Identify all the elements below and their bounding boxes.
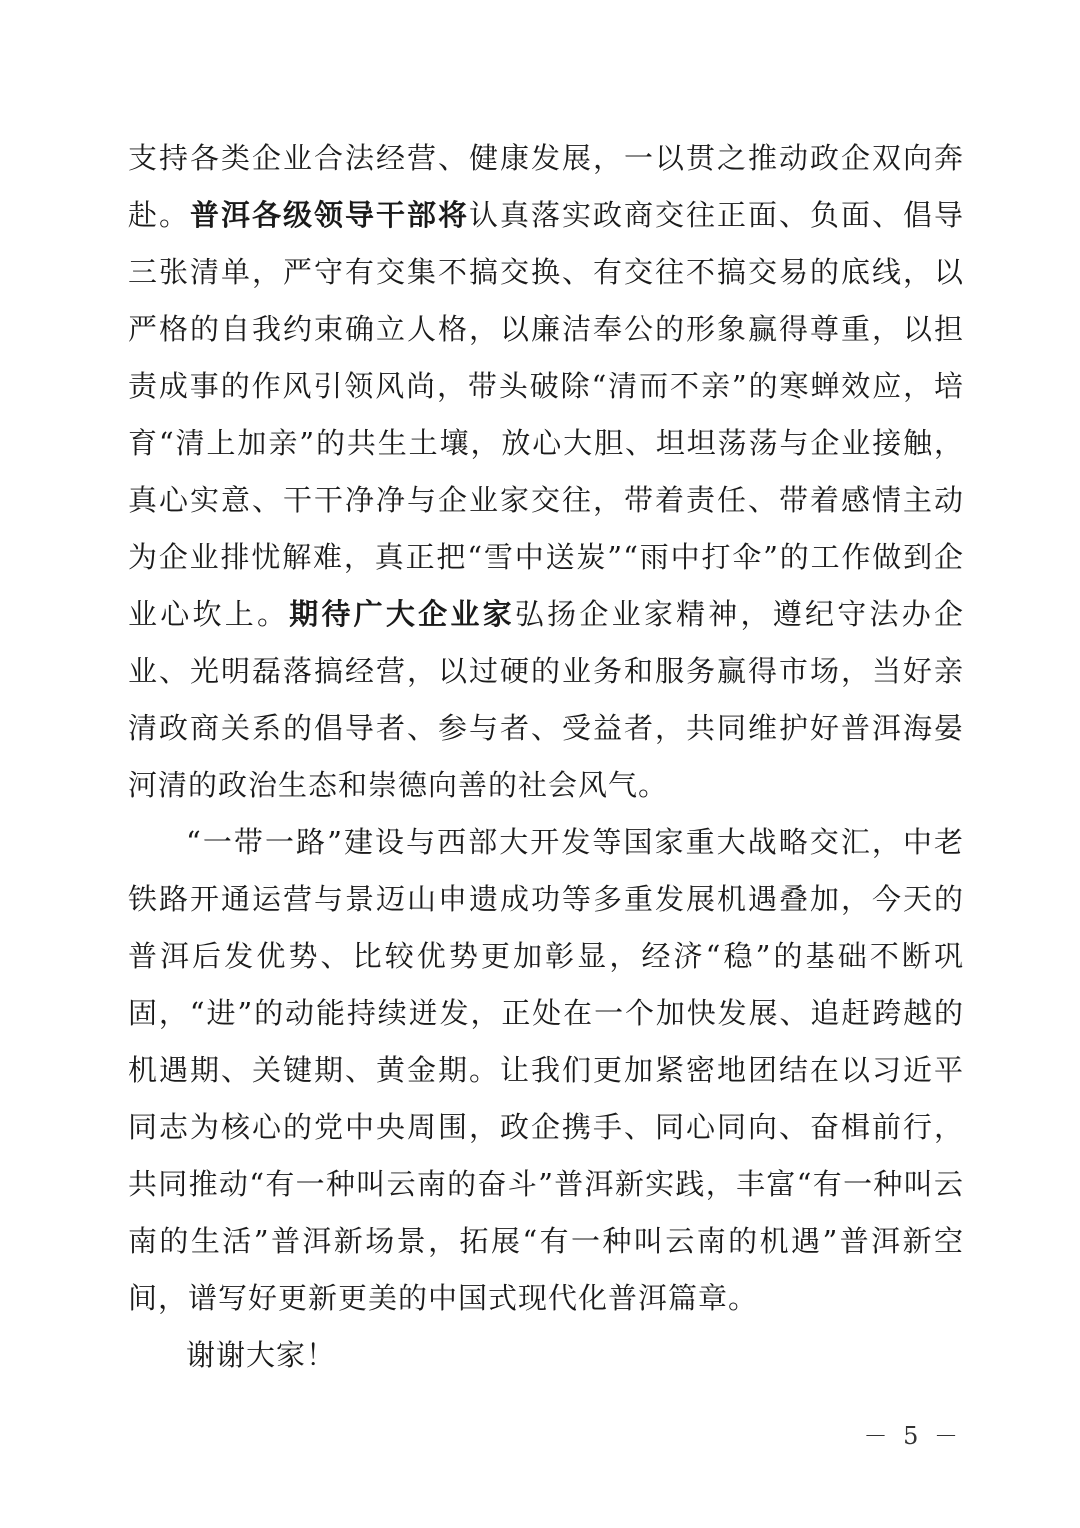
paragraph-1-emphasis-1: 普洱各级领导干部将 [190, 198, 469, 232]
page-number: － 5 － [863, 1422, 962, 1450]
body-text [128, 130, 964, 1384]
paragraph-1-text-3: 弘扬企业家精神，遵纪守法办企业、光明磊落搞经营，以过硬的业务和服务赢得市场，当好亲清政商关系的倡导者、参与者、受益者，共同维护好普洱海晏河清的政治生态和崇德向善的社会风气。 [128, 597, 964, 802]
paragraph-1-emphasis-2: 期待广大企业家 [289, 597, 515, 631]
paragraph-2 [128, 814, 964, 1327]
paragraph-1-text-1: 支持各类企业合法经营、健康发展，一以贯之推动政企双向奔赴。 [128, 141, 964, 232]
paragraph-2-text: “一带一路”建设与西部大开发等国家重大战略交汇，中老铁路开通运营与景迈山申遗成功等多重发展机遇叠加，今天的普洱后发优势、比较优势更加彰显，经济“稳”的基础不断巩固，“进”的动能持续迸发，正处在一个加快发展、追赶跨越的机遇期、关键期、黄金期。让我们更加紧密地团结在以习近平同志为核心的党中央周围，政企携手、同心同向、奋楫前行，共同推动“有一种叫云南的奋斗”普洱新实践，丰富“有一种叫云南的生活”普洱新场景，拓展“有一种叫云南的机遇”普洱新空间，谱写好更新更美的中国式现代化普洱篇章。 [128, 825, 964, 1315]
closing-remark: 谢谢大家！ [186, 1338, 337, 1372]
paragraph-1 [128, 130, 964, 814]
paragraph-1-text-2: 认真落实政商交往正面、负面、倡导三张清单，严守有交集不搞交换、有交往不搞交易的底线，以严格的自我约束确立人格，以廉洁奉公的形象赢得尊重，以担责成事的作风引领风尚，带头破除“清而不亲”的寒蝉效应，培育“清上加亲”的共生土壤，放心大胆、坦坦荡荡与企业接触，真心实意、干干净净与企业家交往，带着责任、带着感情主动为企业排忧解难，真正把“雪中送炭”“雨中打伞”的工作做到企业心坎上。 [128, 198, 964, 631]
